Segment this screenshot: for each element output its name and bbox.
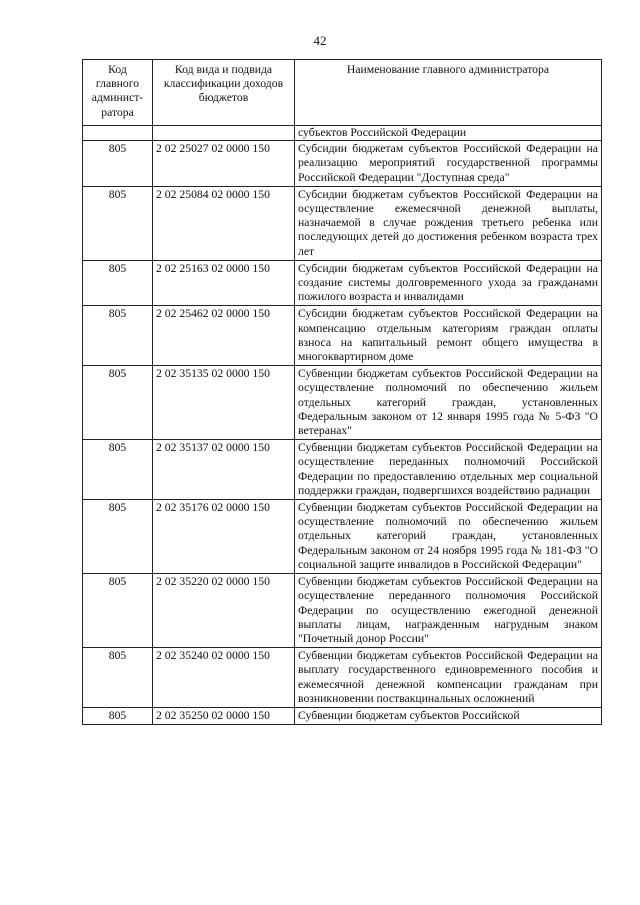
table-row: [83, 186, 602, 260]
page-number: 42: [313, 33, 327, 48]
table-row: [83, 306, 602, 366]
continuation-row: [83, 126, 602, 141]
admin-name-cell: Субвенции бюджетам субъектов Российской Федерации на осуществление полномочий по обеспечению жильем отдельных категорий граждан, установленных Федеральным законом от 24 ноября 1995 года № 181-ФЗ "О социальной защите инвалидов в Российской Федерации": [295, 500, 602, 574]
table-row: [83, 440, 602, 500]
table-body: [83, 126, 602, 725]
admin-code-cell: 805: [83, 186, 153, 260]
table-row: [83, 366, 602, 440]
revenue-code-cell: 2 02 35135 02 0000 150: [153, 366, 295, 440]
admin-name-cell: Субвенции бюджетам субъектов Российской Федерации на выплату государственного единовременного пособия и ежемесячной денежной компенсации гражданам при возникновении поствакцинальных осложнений: [295, 648, 602, 708]
revenue-code-cell: 2 02 35250 02 0000 150: [153, 707, 295, 724]
table-row: [83, 707, 602, 724]
revenue-code-cell: 2 02 35176 02 0000 150: [153, 500, 295, 574]
admin-code-cell: 805: [83, 306, 153, 366]
revenue-code-cell: 2 02 25462 02 0000 150: [153, 306, 295, 366]
continuation-code-cell: [83, 126, 153, 141]
table-row: [83, 141, 602, 187]
admin-code-cell: 805: [83, 260, 153, 306]
revenue-code-cell: 2 02 35220 02 0000 150: [153, 574, 295, 648]
admin-name-cell: Субвенции бюджетам субъектов Российской Федерации на осуществление полномочий по обеспечению жильем отдельных категорий граждан, установленных Федеральным законом от 12 января 1995 года № 5-ФЗ "О ветеранах": [295, 366, 602, 440]
admin-code-cell: 805: [83, 574, 153, 648]
table-row: [83, 260, 602, 306]
admin-name-cell: Субсидии бюджетам субъектов Российской Федерации на создание системы долговременного ухода за гражданами пожилого возраста и инвалидами: [295, 260, 602, 306]
admin-name-cell: Субвенции бюджетам субъектов Российской Федерации на осуществление переданного полномочия Российской Федерации по осуществлению ежегодной денежной выплаты лицам, награжденным нагрудным знаком "Почетный донор России": [295, 574, 602, 648]
admin-name-cell: Субсидии бюджетам субъектов Российской Федерации на реализацию мероприятий государственной программы Российской Федерации "Доступная среда": [295, 141, 602, 187]
admin-name-cell: Субсидии бюджетам субъектов Российской Федерации на компенсацию отдельным категориям граждан оплаты взноса на капитальный ремонт общего имущества в многоквартирном доме: [295, 306, 602, 366]
admin-code-cell: 805: [83, 141, 153, 187]
revenue-code-cell: 2 02 35137 02 0000 150: [153, 440, 295, 500]
table-row: [83, 648, 602, 708]
revenue-code-cell: 2 02 25027 02 0000 150: [153, 141, 295, 187]
admin-name-cell: Субсидии бюджетам субъектов Российской Федерации на осуществление ежемесячной денежной выплаты, назначаемой в случае рождения третьего ребенка или последующих детей до достижения ребенком возраста трех лет: [295, 186, 602, 260]
admin-code-cell: 805: [83, 500, 153, 574]
admin-code-cell: 805: [83, 366, 153, 440]
continuation-name-cell: субъектов Российской Федерации: [295, 126, 602, 141]
revenue-code-cell: 2 02 25163 02 0000 150: [153, 260, 295, 306]
header-admin-name: Наименование главного администратора: [295, 60, 602, 126]
header-row: [83, 60, 602, 126]
revenue-code-cell: 2 02 35240 02 0000 150: [153, 648, 295, 708]
revenue-code-cell: 2 02 25084 02 0000 150: [153, 186, 295, 260]
admin-code-cell: 805: [83, 648, 153, 708]
admin-code-cell: 805: [83, 440, 153, 500]
header-admin-code: Код главного админист-ратора: [83, 60, 153, 126]
continuation-kbk-cell: [153, 126, 295, 141]
table-row: [83, 574, 602, 648]
revenue-admin-table: [82, 59, 602, 725]
admin-name-cell: Субвенции бюджетам субъектов Российской: [295, 707, 602, 724]
table-row: [83, 500, 602, 574]
admin-code-cell: 805: [83, 707, 153, 724]
admin-name-cell: Субвенции бюджетам субъектов Российской Федерации на осуществление переданных полномочий Российской Федерации по предоставлению отдельных мер социальной поддержки граждан, подвергшихся воздействию радиации: [295, 440, 602, 500]
header-revenue-code: Код вида и подвида классификации доходов бюджетов: [153, 60, 295, 126]
table-header: [83, 60, 602, 126]
